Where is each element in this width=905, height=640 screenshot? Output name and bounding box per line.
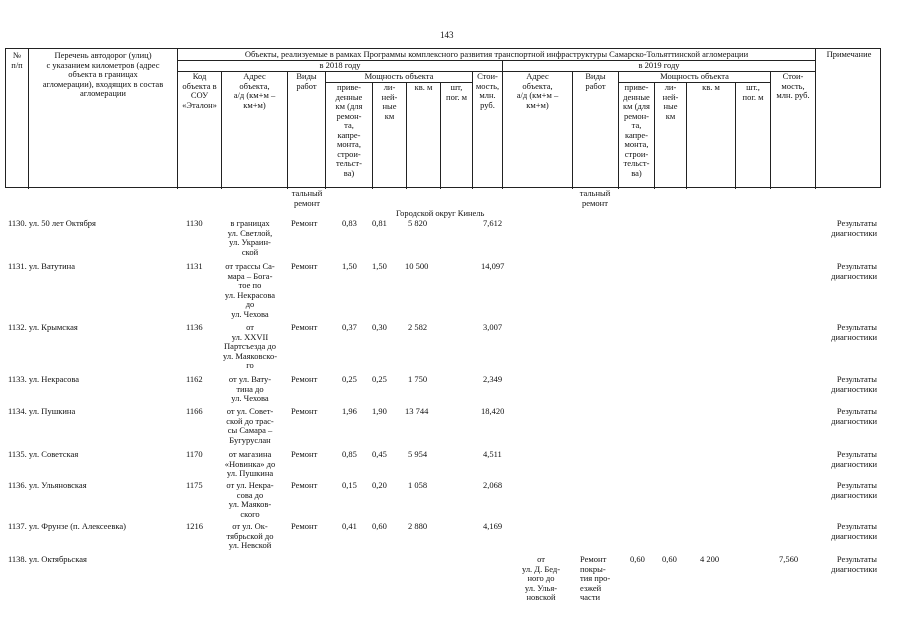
linear-km: 0,25: [372, 374, 387, 384]
reduced-km: 0,15: [342, 480, 357, 490]
cost-2019: 7,560: [779, 554, 799, 564]
cost: 7,612: [483, 218, 503, 228]
reduced-km-2019: 0,60: [630, 554, 645, 564]
header-sqm: кв. м: [414, 82, 433, 92]
header-pcs: шт, пог. м: [446, 82, 467, 102]
road-name: 1136. ул. Ульяновская: [8, 480, 87, 490]
object-code: 1216: [186, 521, 203, 531]
linear-km: 1,90: [372, 406, 387, 416]
linear-km: 1,50: [372, 261, 387, 271]
object-code: 1136: [186, 322, 203, 332]
header-program: Объекты, реализуемые в рамках Программы комплексного развития транспортной инфраструктуры Самарско-Тольяттинской агломерации: [244, 49, 749, 59]
cost: 2,349: [483, 374, 503, 384]
header-power-2019: Мощность объекта: [660, 71, 729, 81]
area-sqm: 5 820: [408, 218, 428, 228]
header-work: Виды работ: [296, 71, 317, 91]
object-address: от трассы Са- мара – Бога- тое по ул. Некрасова до ул. Чехова: [224, 261, 276, 319]
linear-km: 0,60: [372, 521, 387, 531]
note: Результаты диагностики: [831, 554, 877, 574]
work-type-2019: Ремонт покры- тия про- езжей части: [580, 554, 611, 603]
cost: 4,169: [483, 521, 503, 531]
cost: 3,007: [483, 322, 503, 332]
road-name: 1131. ул. Ватутина: [8, 261, 75, 271]
object-address: от ул. Вату- тина до ул. Чехова: [228, 374, 272, 404]
road-name: 1130. ул. 50 лет Октября: [8, 218, 96, 228]
linear-km: 0,30: [372, 322, 387, 332]
object-address: от магазина «Новинка» до ул. Пушкина: [224, 449, 276, 479]
reduced-km: 0,37: [342, 322, 357, 332]
header-year-2019: в 2019 году: [638, 60, 680, 70]
header-cost: Стои- мость, млн. руб.: [475, 71, 500, 110]
overflow-text-right: тальный ремонт: [579, 188, 611, 208]
note: Результаты диагностики: [831, 218, 877, 238]
object-code: 1162: [186, 374, 203, 384]
object-code: 1130: [186, 218, 203, 228]
header-year-2018: в 2018 году: [319, 60, 361, 70]
linear-km: 0,20: [372, 480, 387, 490]
note: Результаты диагностики: [831, 406, 877, 426]
reduced-km: 0,41: [342, 521, 357, 531]
object-address: от ул. Некра- сова до ул. Маяков- ского: [226, 480, 274, 519]
road-name: 1132. ул. Крымская: [8, 322, 78, 332]
note: Результаты диагностики: [831, 521, 877, 541]
object-address: в границах ул. Светлой, ул. Украин- ской: [227, 218, 273, 257]
object-address-2019: от ул. Д. Бед- ного до ул. Улья- новской: [521, 554, 561, 603]
road-name: 1138. ул. Октябрьская: [8, 554, 87, 564]
area-sqm: 1 750: [408, 374, 428, 384]
header-reduced-km: приве- денные км (для ремон- та, капре- монта, строи- тельст- ва): [335, 82, 363, 178]
note: Результаты диагностики: [831, 374, 877, 394]
work-type: Ремонт: [291, 521, 318, 531]
header-linear-km: ли- ней- ные км: [381, 82, 398, 121]
area-sqm: 10 500: [405, 261, 429, 271]
reduced-km: 1,50: [342, 261, 357, 271]
road-name: 1135. ул. Советская: [8, 449, 79, 459]
note: Результаты диагностики: [831, 261, 877, 281]
area-sqm-2019: 4 200: [700, 554, 720, 564]
note: Результаты диагностики: [831, 480, 877, 500]
object-code: 1131: [186, 261, 203, 271]
cost: 2,068: [483, 480, 503, 490]
road-name: 1137. ул. Фрунзе (п. Алексеевка): [8, 521, 126, 531]
area-sqm: 2 880: [408, 521, 428, 531]
table-header: [5, 48, 881, 188]
header-num: № п/п: [11, 50, 23, 70]
area-sqm: 5 954: [408, 449, 428, 459]
header-linear-km-2019: ли- ней- ные км: [662, 82, 679, 121]
header-road-list: Перечень автодорог (улиц) с указанием километров (адрес объекта в границах агломерации), входящих в состав агломерации: [42, 50, 164, 99]
cost: 4,511: [483, 449, 502, 459]
work-type: Ремонт: [291, 449, 318, 459]
header-pcs-2019: шт., пог. м: [742, 82, 764, 102]
reduced-km: 0,85: [342, 449, 357, 459]
cost: 18,420: [481, 406, 505, 416]
object-address: от ул. Совет- ской до трас- сы Самара – Бугуруслан: [226, 406, 274, 445]
header-cost-2019: Стои- мость, млн. руб.: [776, 71, 810, 101]
area-sqm: 1 058: [408, 480, 428, 490]
area-sqm: 13 744: [405, 406, 429, 416]
header-sqm-2019: кв. м: [702, 82, 720, 92]
object-code: 1175: [186, 480, 203, 490]
linear-km: 0,81: [372, 218, 387, 228]
cost: 14,097: [481, 261, 505, 271]
object-address: от ул. XXVII Партсъезда до ул. Маяковско- го: [222, 322, 278, 371]
page-number: 143: [440, 30, 454, 40]
header-address-2019: Адрес объекта, а/д (км+м – км+м): [516, 71, 559, 110]
header-work-2019: Виды работ: [585, 71, 606, 91]
header-power: Мощность объекта: [364, 71, 434, 81]
work-type: Ремонт: [291, 322, 318, 332]
header-reduced-km-2019: приве- денные км (для ремон- та, капре- монта, строи- тельст- ва): [623, 82, 650, 178]
road-name: 1134. ул. Пушкина: [8, 406, 76, 416]
object-address: от ул. Ок- тябрьской до ул. Невской: [226, 521, 274, 551]
work-type: Ремонт: [291, 480, 318, 490]
object-code: 1166: [186, 406, 203, 416]
reduced-km: 0,25: [342, 374, 357, 384]
linear-km-2019: 0,60: [662, 554, 677, 564]
work-type: Ремонт: [291, 374, 318, 384]
header-code: Код объекта в СОУ «Эталон»: [182, 71, 217, 110]
header-note: Примечание: [826, 49, 872, 59]
header-address: Адрес объекта, а/д (км+м – км+м): [233, 71, 276, 110]
linear-km: 0,45: [372, 449, 387, 459]
note: Результаты диагностики: [831, 322, 877, 342]
work-type: Ремонт: [291, 218, 318, 228]
note: Результаты диагностики: [831, 449, 877, 469]
area-sqm: 2 582: [408, 322, 428, 332]
reduced-km: 1,96: [342, 406, 357, 416]
overflow-text-left: тальный ремонт: [291, 188, 323, 208]
work-type: Ремонт: [291, 406, 318, 416]
reduced-km: 0,83: [342, 218, 357, 228]
object-code: 1170: [186, 449, 203, 459]
road-name: 1133. ул. Некрасова: [8, 374, 80, 384]
section-title: Городской округ Кинель: [396, 208, 485, 218]
work-type: Ремонт: [291, 261, 318, 271]
